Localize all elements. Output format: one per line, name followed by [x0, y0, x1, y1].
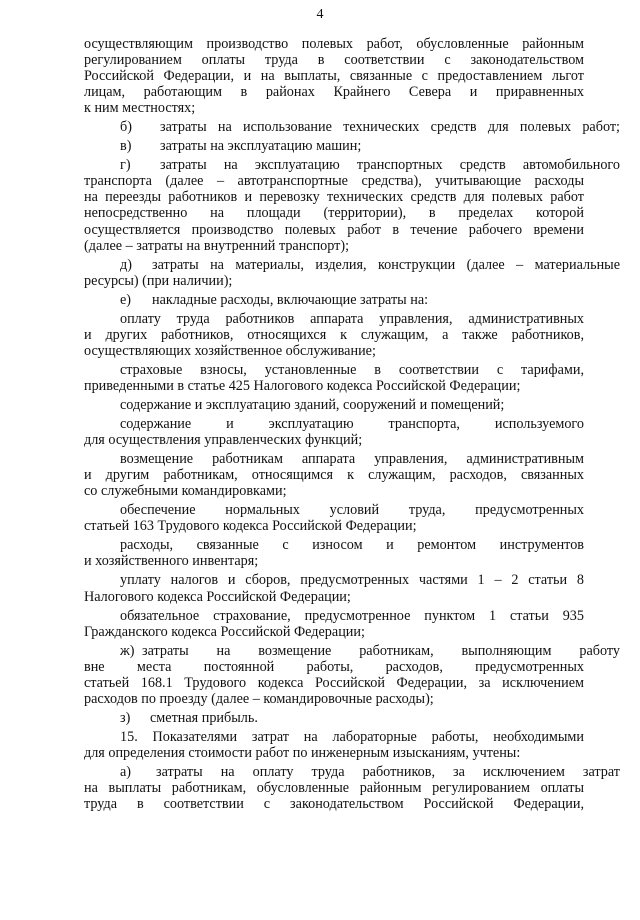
text-line: возмещение работникам аппарата управления, административным	[120, 451, 584, 468]
text-line: осуществляющим производство полевых работ, обусловленные районным	[84, 36, 584, 52]
text-line: 15. Показателями затрат на лабораторные работы, необходимыми	[120, 728, 584, 745]
text-line: сметная прибыль.	[150, 709, 258, 726]
text-line: затраты на возмещение работникам, выполняющим работу	[142, 642, 620, 659]
text-line: статьей 163 Трудового кодекса Российской Федерации;	[84, 518, 417, 535]
text-line: и хозяйственного инвентаря;	[84, 553, 259, 570]
text-line: (далее – затраты на внутренний транспорт);	[84, 237, 350, 254]
text-line: затраты на эксплуатацию транспортных средств автомобильного	[160, 157, 620, 174]
item-label: д)	[120, 256, 132, 273]
text-line: обязательное страхование, предусмотренное пунктом 1 статьи 935	[120, 607, 584, 624]
text-line: на переезды работников и перевозку технических средств для полевых работ	[84, 189, 584, 206]
text-line: содержание и эксплуатацию зданий, сооружений и помещений;	[120, 396, 505, 413]
item-label: а)	[120, 763, 132, 780]
list-item-d	[84, 257, 620, 273]
text-line: регулированием оплаты труда в соответствии с законодательством	[84, 52, 584, 69]
text-line: для определения стоимости работ по инженерным изысканиям, учтены:	[84, 744, 521, 761]
text-line: затраты на оплату труда работников, за исключением затрат	[156, 763, 620, 780]
text-line: труда в соответствии с законодательством Российской Федерации,	[84, 796, 584, 813]
item-label: з)	[120, 709, 131, 726]
text-line: затраты на эксплуатацию машин;	[160, 138, 362, 155]
text-line: Российской Федерации, и на выплаты, связанные с предоставлением льгот	[84, 68, 584, 85]
text-line: на выплаты работникам, обусловленные районным регулированием оплаты	[84, 780, 584, 797]
text-line: со служебными командировками;	[84, 483, 287, 500]
text-line: уплату налогов и сборов, предусмотренных частями 1 – 2 статьи 8	[120, 572, 584, 589]
text-line: накладные расходы, включающие затраты на:	[152, 291, 429, 308]
text-line: лицам, работающим в районах Крайнего Севера и приравненных	[84, 84, 584, 101]
text-line: приведенными в статье 425 Налогового кодекса Российской Федерации;	[84, 377, 521, 394]
item-label: в)	[120, 138, 132, 155]
list-item-e	[84, 292, 620, 308]
text-line: для осуществления управленческих функций;	[84, 432, 363, 449]
list-item-v	[84, 138, 620, 154]
item-label: ж)	[120, 642, 135, 659]
text-line: Налогового кодекса Российской Федерации;	[84, 588, 351, 605]
text-line: и другим работникам, относящимся к служащим, расходов, связанных	[84, 467, 584, 484]
document-body	[84, 36, 620, 813]
text-line: ресурсы) (при наличии);	[84, 272, 233, 289]
list-item-a	[84, 764, 620, 780]
text-line: транспорта (далее – автотранспортные средства), учитывающие расходы	[84, 173, 584, 190]
page-number: 4	[316, 7, 324, 22]
text-line: расходы, связанные с износом и ремонтом инструментов	[120, 537, 584, 554]
text-line: оплату труда работников аппарата управления, административных	[120, 310, 584, 327]
text-line: содержание и эксплуатацию транспорта, используемого	[120, 416, 584, 433]
text-line: осуществляющих хозяйственное обслуживание;	[84, 342, 376, 359]
text-line: обеспечение нормальных условий труда, предусмотренных	[120, 502, 584, 519]
item-label: е)	[120, 291, 132, 308]
list-item-g	[84, 157, 620, 173]
text-line: Гражданского кодекса Российской Федерации;	[84, 623, 365, 640]
item-label: г)	[120, 157, 131, 174]
list-item-z	[84, 710, 620, 726]
text-line: и других работников, относящихся к служащим, а также работников,	[84, 326, 584, 343]
text-line: расходов по проезду (далее – командировочные расходы);	[84, 690, 434, 707]
text-line: страховые взносы, установленные в соответствии с тарифами,	[120, 361, 584, 378]
text-line: затраты на использование технических средств для полевых работ;	[160, 119, 620, 136]
text-line: вне места постоянной работы, расходов, предусмотренных	[84, 658, 584, 675]
list-item-zh	[84, 643, 620, 659]
text-line: затраты на материалы, изделия, конструкции (далее – материальные	[152, 256, 620, 273]
text-line: непосредственно на площади (территории), в пределах которой	[84, 205, 584, 222]
item-label: б)	[120, 119, 132, 136]
text-line: к ним местностях;	[84, 100, 196, 117]
list-item-b	[84, 119, 620, 135]
text-line: статьей 168.1 Трудового кодекса Российской Федерации, за исключением	[84, 674, 584, 691]
text-line: осуществляется производство полевых работ в течение рабочего времени	[84, 221, 584, 238]
